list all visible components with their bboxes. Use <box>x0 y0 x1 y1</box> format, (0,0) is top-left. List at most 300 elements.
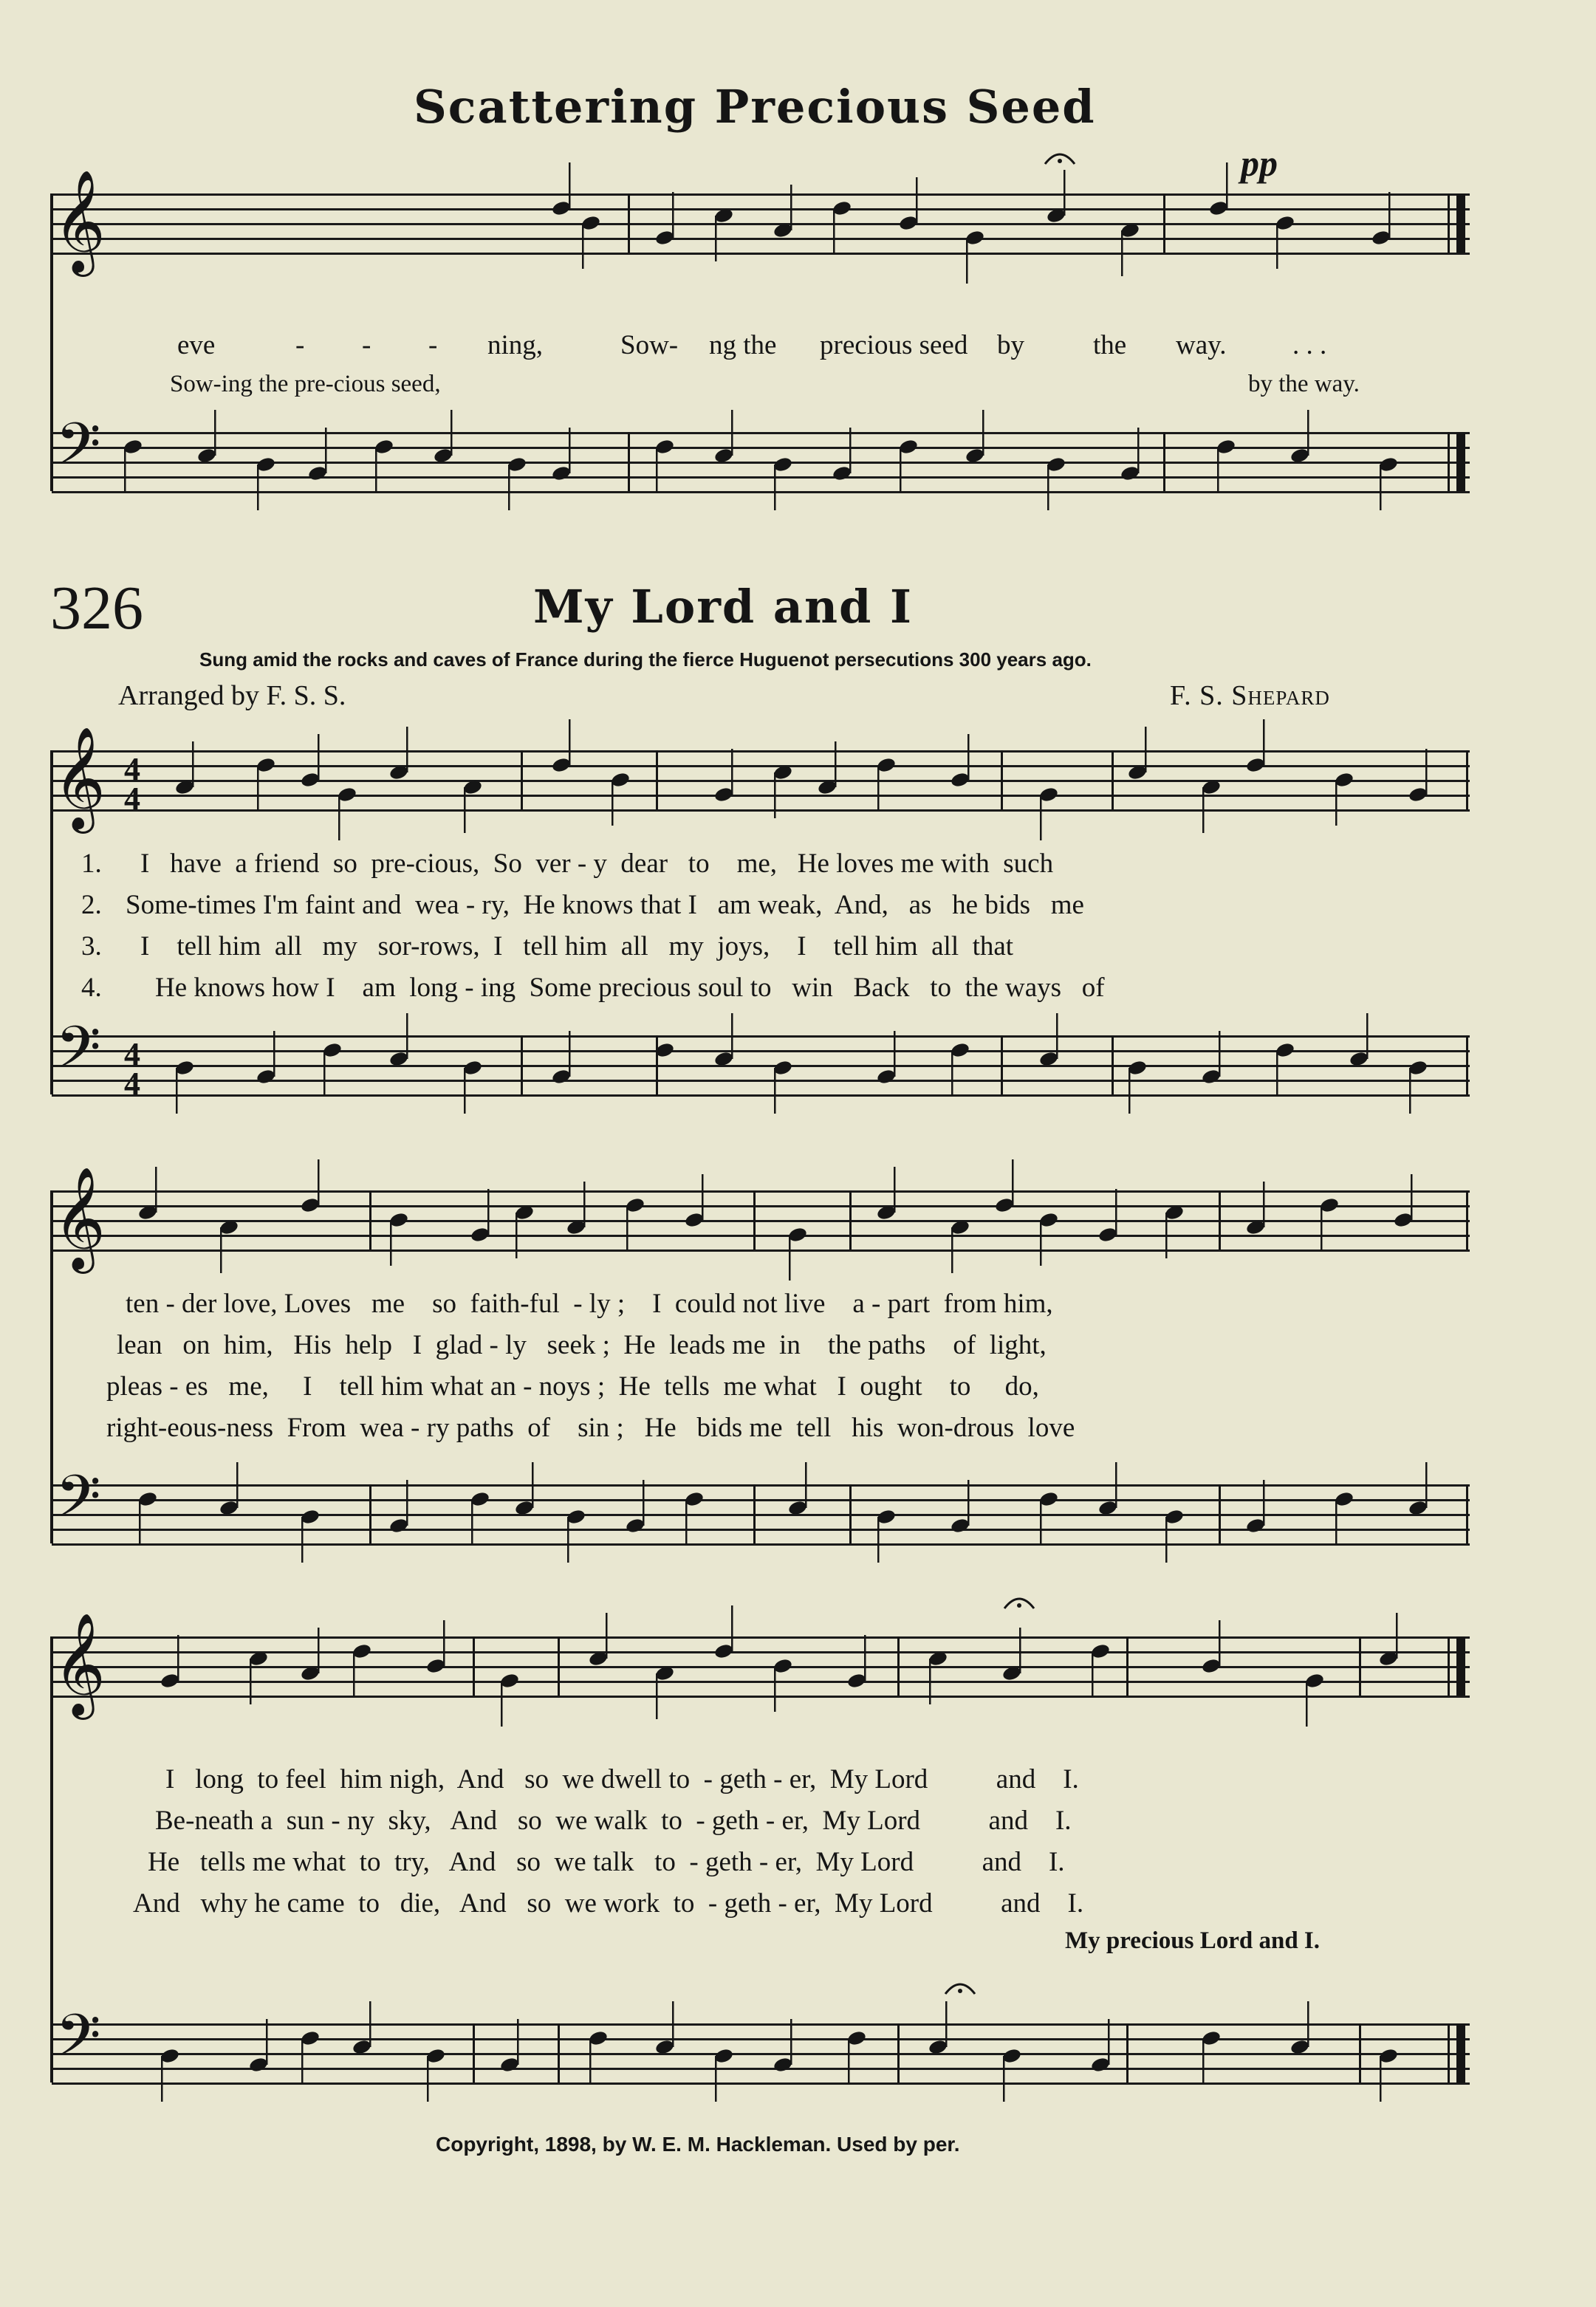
note-head <box>566 1218 586 1235</box>
note-head <box>551 465 572 481</box>
verse-text: I tell him all my sor-rows, I tell him all my joys, I tell him all that <box>140 931 1014 961</box>
lyric-word: - <box>362 330 371 360</box>
note-stem <box>318 734 320 780</box>
note-stem <box>656 1050 658 1096</box>
note-stem <box>236 1462 239 1508</box>
note-head <box>817 778 838 795</box>
note-head <box>433 447 453 464</box>
note-head <box>846 1672 867 1689</box>
note-head <box>352 2038 372 2055</box>
note-head <box>898 214 919 231</box>
note-stem <box>1115 1189 1117 1235</box>
note-stem <box>1040 1499 1042 1545</box>
note-stem <box>731 410 733 456</box>
note-stem <box>835 741 837 787</box>
note-head <box>1245 756 1266 773</box>
note-stem <box>487 1189 490 1235</box>
verse-2-line-2: lean on him, His help I glad - ly seek ; He leads me in the paths of light, <box>117 1330 1047 1360</box>
note-stem <box>464 787 466 833</box>
barline <box>50 193 53 491</box>
note-stem <box>1219 1031 1221 1077</box>
note-stem <box>672 2001 674 2047</box>
note-head <box>625 1517 645 1534</box>
note-stem <box>1380 465 1382 510</box>
note-head <box>1378 1650 1399 1667</box>
note-stem <box>1388 192 1391 238</box>
barline <box>656 750 658 809</box>
note-stem <box>375 447 377 493</box>
lyric-word: . . . <box>1292 330 1327 360</box>
note-stem <box>569 428 571 473</box>
barline <box>1163 193 1165 253</box>
barline <box>1448 193 1450 253</box>
note-head <box>160 1672 180 1689</box>
note-stem <box>567 1517 569 1563</box>
note-head <box>300 1196 321 1213</box>
bass-clef-icon: 𝄢 <box>55 410 101 493</box>
note-head <box>196 447 217 464</box>
note-head <box>928 2038 948 2055</box>
verse-number: 4. <box>81 973 102 1003</box>
note-head <box>1408 786 1428 803</box>
note-head <box>388 1050 409 1067</box>
note-stem <box>589 2038 592 2084</box>
note-head <box>256 1068 276 1085</box>
barline <box>1112 750 1114 809</box>
verse-4-line-3: And why he came to die, And so we work to - geth - er, My Lord and I. <box>133 1888 1084 1919</box>
note-stem <box>516 1213 518 1258</box>
note-stem <box>1263 1480 1265 1526</box>
note-head <box>388 1517 409 1534</box>
treble-clef-icon: 𝄞 <box>53 1613 106 1715</box>
note-head <box>551 756 572 773</box>
note-stem <box>1165 1213 1168 1258</box>
note-head <box>773 2056 793 2073</box>
note-stem <box>582 223 584 269</box>
note-head <box>1038 1050 1059 1067</box>
note-stem <box>731 749 733 795</box>
note-stem <box>1056 1013 1058 1059</box>
note-stem <box>789 1235 791 1281</box>
barline <box>1456 432 1465 491</box>
fermata-dot <box>1017 1603 1021 1608</box>
note-head <box>1290 447 1310 464</box>
barline <box>628 432 630 491</box>
barline <box>1001 1035 1003 1094</box>
note-stem <box>220 1227 222 1273</box>
note-stem <box>1202 2038 1205 2084</box>
note-stem <box>1307 2001 1309 2047</box>
barline <box>1359 1636 1361 1696</box>
barline <box>558 2023 560 2083</box>
note-stem <box>1425 749 1428 795</box>
note-stem <box>643 1480 645 1526</box>
note-head <box>137 1204 158 1221</box>
treble-clef-icon: 𝄞 <box>53 727 106 829</box>
dynamic-marking: pp <box>1241 143 1278 184</box>
note-stem <box>1115 1462 1117 1508</box>
note-stem <box>982 410 984 456</box>
lyric-word: - <box>428 330 438 360</box>
note-head <box>1120 465 1140 481</box>
note-stem <box>606 1613 608 1659</box>
verse-4-line-2: right-eous-ness From wea - ry paths of sin ; He bids me tell his won-drous love <box>106 1413 1075 1443</box>
time-signature: 4 <box>124 781 140 817</box>
lyric-word: ng the <box>709 330 777 360</box>
note-stem <box>774 1068 776 1114</box>
note-stem <box>508 465 510 510</box>
note-stem <box>951 1227 953 1273</box>
barline <box>1448 432 1450 491</box>
note-stem <box>894 1167 896 1213</box>
note-stem <box>390 1220 392 1266</box>
note-stem <box>250 1659 252 1704</box>
note-head <box>300 1665 321 1682</box>
note-head <box>713 786 734 803</box>
note-head <box>1001 1665 1022 1682</box>
note-stem <box>774 465 776 510</box>
barline <box>897 1636 900 1696</box>
hymn-title: My Lord and I <box>533 580 913 634</box>
note-stem <box>369 2001 371 2047</box>
note-stem <box>1165 1517 1168 1563</box>
note-head <box>654 2038 675 2055</box>
barline <box>628 193 630 253</box>
note-stem <box>951 1050 953 1096</box>
note-stem <box>318 1628 320 1673</box>
note-stem <box>1425 1462 1428 1508</box>
bass-clef-icon: 𝄢 <box>55 2001 101 2084</box>
note-stem <box>569 719 571 765</box>
barline <box>849 1190 852 1250</box>
note-stem <box>1047 465 1049 510</box>
fermata-dot <box>958 1989 962 1993</box>
barline <box>558 1636 560 1696</box>
note-stem <box>848 2038 850 2084</box>
note-stem <box>471 1499 473 1545</box>
note-stem <box>406 727 408 772</box>
bass-clef-icon: 𝄢 <box>55 1462 101 1545</box>
verse-number: 2. <box>81 890 102 920</box>
barline <box>1359 2023 1361 2083</box>
note-stem <box>612 780 614 826</box>
note-stem <box>301 2038 304 2084</box>
previous-hymn-title: Scattering Precious Seed <box>414 80 1096 134</box>
note-stem <box>945 2001 948 2047</box>
note-head <box>300 771 321 788</box>
verse-number: 1. <box>81 849 102 879</box>
barline <box>1456 2023 1465 2083</box>
barline <box>897 2023 900 2083</box>
note-stem <box>1335 780 1338 826</box>
verse-2-line-3: Be-neath a sun - ny sky, And so we walk to - geth - er, My Lord and I. <box>155 1806 1072 1836</box>
barline <box>369 1190 371 1250</box>
time-signature: 4 <box>124 751 140 787</box>
note-stem <box>177 1635 179 1681</box>
time-signature: 4 <box>124 1066 140 1102</box>
note-head <box>713 1050 734 1067</box>
verse-text: Some-times I'm faint and wea - ry, He knows that I am weak, And, as he bids me <box>126 890 1084 920</box>
note-head <box>1393 1211 1414 1228</box>
barline <box>1466 1190 1468 1250</box>
barline <box>1448 1636 1450 1696</box>
note-stem <box>1366 1013 1369 1059</box>
note-stem <box>1335 1499 1338 1545</box>
treble-clef-icon: 𝄞 <box>53 1167 106 1269</box>
note-stem <box>214 410 216 456</box>
note-stem <box>774 772 776 818</box>
previous-hymn-lyric-line-2-right: by the way. <box>1248 371 1360 397</box>
lyric-word: eve <box>177 330 216 360</box>
note-stem <box>1064 170 1066 216</box>
note-stem <box>501 1681 503 1727</box>
verse-3-line-3: He tells me what to try, And so we talk to - geth - er, My Lord and I. <box>148 1847 1065 1877</box>
lyric-word: Sow- <box>620 330 679 360</box>
note-stem <box>406 1480 408 1526</box>
verse-text: I have a friend so pre-cious, So ver - y dear to me, He loves me with such <box>140 849 1054 879</box>
note-head <box>876 1068 897 1085</box>
note-stem <box>139 1499 141 1545</box>
note-head <box>388 764 409 781</box>
note-head <box>514 1499 535 1516</box>
note-head <box>713 1642 734 1659</box>
note-head <box>1201 1068 1222 1085</box>
note-stem <box>569 1031 571 1077</box>
note-head <box>551 199 572 216</box>
note-head <box>994 1196 1015 1213</box>
note-stem <box>877 1517 880 1563</box>
note-stem <box>1040 1220 1042 1266</box>
note-stem <box>1217 447 1219 493</box>
note-stem <box>124 447 126 493</box>
barline <box>1466 1035 1468 1094</box>
note-stem <box>1012 1159 1014 1205</box>
note-stem <box>1396 1613 1398 1659</box>
barline <box>1219 1484 1221 1543</box>
lyric-word: the <box>1093 330 1127 360</box>
previous-hymn-lyric-line-2-left: Sow-ing the pre-cious seed, <box>170 371 441 397</box>
note-stem <box>1321 1205 1323 1251</box>
note-stem <box>301 1517 304 1563</box>
note-stem <box>583 1182 586 1227</box>
note-head <box>248 2056 269 2073</box>
note-head <box>1245 1517 1266 1534</box>
note-stem <box>176 1068 178 1114</box>
note-stem <box>849 428 852 473</box>
note-stem <box>1121 230 1123 276</box>
note-stem <box>325 428 327 473</box>
note-stem <box>443 1620 445 1666</box>
note-stem <box>1263 1182 1265 1227</box>
note-stem <box>672 192 674 238</box>
note-head <box>1290 2038 1310 2055</box>
note-stem <box>257 465 259 510</box>
note-head <box>1046 207 1066 224</box>
note-stem <box>626 1205 629 1251</box>
note-head <box>1245 1218 1266 1235</box>
note-stem <box>1145 727 1147 772</box>
barline <box>753 1190 756 1250</box>
note-head <box>499 2056 520 2073</box>
note-head <box>950 771 970 788</box>
fermata-dot <box>1058 159 1062 163</box>
barline <box>50 1636 53 2083</box>
verse-1-line-3: I long to feel him nigh, And so we dwell to - geth - er, My Lord and I. <box>165 1764 1079 1794</box>
note-stem <box>929 1659 931 1704</box>
note-stem <box>323 1050 326 1096</box>
note-head <box>713 447 734 464</box>
note-head <box>588 1650 609 1667</box>
note-stem <box>967 1480 970 1526</box>
note-stem <box>1128 1068 1131 1114</box>
barline <box>1219 1190 1221 1250</box>
note-head <box>832 465 852 481</box>
note-head <box>425 1657 446 1674</box>
barline <box>1001 750 1003 809</box>
note-stem <box>1040 795 1042 840</box>
note-head <box>950 1517 970 1534</box>
note-head <box>684 1211 705 1228</box>
note-stem <box>1108 2019 1110 2065</box>
note-stem <box>517 2019 519 2065</box>
note-stem <box>731 1013 733 1059</box>
note-stem <box>900 447 902 493</box>
barline <box>753 1484 756 1543</box>
note-stem <box>715 216 717 261</box>
note-stem <box>1409 1068 1411 1114</box>
note-stem <box>161 2056 163 2102</box>
note-head <box>1097 1499 1118 1516</box>
note-stem <box>1219 1620 1221 1666</box>
note-stem <box>656 1673 658 1719</box>
note-head <box>787 1499 808 1516</box>
note-stem <box>318 1159 320 1205</box>
treble-clef-icon: 𝄞 <box>53 170 106 272</box>
note-stem <box>1307 410 1309 456</box>
note-stem <box>790 185 792 230</box>
note-stem <box>406 1013 408 1059</box>
note-head <box>551 1068 572 1085</box>
note-stem <box>916 177 918 223</box>
note-stem <box>1003 2056 1005 2102</box>
note-stem <box>1137 428 1140 473</box>
barline <box>50 750 53 1094</box>
time-signature: 4 <box>124 1036 140 1072</box>
note-stem <box>427 2056 429 2102</box>
note-stem <box>353 1651 355 1697</box>
note-stem <box>266 2019 268 2065</box>
note-stem <box>451 410 453 456</box>
lyric-word: precious seed <box>820 330 968 360</box>
barline <box>1448 2023 1450 2083</box>
note-stem <box>731 1605 733 1651</box>
note-head <box>773 222 793 239</box>
verse-text: He knows how I am long - ing Some precious soul to win Back to the ways of <box>155 973 1105 1003</box>
note-head <box>1097 1226 1118 1243</box>
barline <box>1456 1636 1465 1696</box>
barline <box>849 1484 852 1543</box>
note-stem <box>1202 787 1205 833</box>
note-stem <box>1306 1681 1308 1727</box>
note-head <box>965 447 985 464</box>
note-stem <box>273 1031 275 1077</box>
note-stem <box>257 765 259 811</box>
note-stem <box>715 2056 717 2102</box>
note-stem <box>685 1499 688 1545</box>
barline <box>521 1035 523 1094</box>
note-stem <box>702 1174 704 1220</box>
barline <box>1466 750 1468 809</box>
note-stem <box>1226 162 1228 208</box>
note-head <box>470 1226 490 1243</box>
bass-clef-icon: 𝄢 <box>55 1013 101 1096</box>
note-stem <box>532 1462 534 1508</box>
note-head <box>1090 2056 1111 2073</box>
composer-credit: F. S. Shepard <box>1170 680 1330 711</box>
note-stem <box>864 1635 866 1681</box>
barline <box>50 1190 53 1543</box>
note-stem <box>790 2019 792 2065</box>
note-stem <box>894 1031 896 1077</box>
note-head <box>1201 1657 1222 1674</box>
lyric-word: way. <box>1176 330 1227 360</box>
note-stem <box>774 1666 776 1712</box>
verse-1-line-2: ten - der love, Loves me so faith-ful - ly ; I could not live a - part from him, <box>126 1289 1053 1319</box>
note-stem <box>1263 719 1265 765</box>
note-stem <box>1092 1651 1094 1697</box>
note-stem <box>877 765 880 811</box>
lyric-word: - <box>295 330 305 360</box>
note-stem <box>1380 2056 1382 2102</box>
note-stem <box>1276 223 1278 269</box>
arranger-credit: Arranged by F. S. S. <box>118 680 346 711</box>
note-stem <box>569 162 571 208</box>
verse-3-line-2: pleas - es me, I tell him what an - noys ; He tells me what I ought to do, <box>106 1371 1039 1402</box>
barline <box>1126 2023 1128 2083</box>
barline <box>1163 432 1165 491</box>
lyric-word: by <box>997 330 1024 360</box>
note-stem <box>464 1068 466 1114</box>
note-stem <box>1276 1050 1278 1096</box>
note-head <box>1408 1499 1428 1516</box>
verse-number: 3. <box>81 931 102 961</box>
lyric-word: ning, <box>487 330 544 360</box>
note-stem <box>656 447 658 493</box>
note-stem <box>833 208 835 254</box>
note-stem <box>338 795 340 840</box>
note-head <box>1127 764 1148 781</box>
note-head <box>174 778 195 795</box>
hymn-note: Sung amid the rocks and caves of France during the fierce Huguenot persecutions 300 years ago. <box>199 648 1092 671</box>
barline <box>1112 1035 1114 1094</box>
alto-tenor-refrain-text: My precious Lord and I. <box>1065 1927 1321 1954</box>
barline <box>473 1636 475 1696</box>
note-stem <box>155 1167 157 1213</box>
note-stem <box>805 1462 807 1508</box>
note-head <box>219 1499 239 1516</box>
hymn-number: 326 <box>50 574 143 642</box>
note-stem <box>1411 1174 1413 1220</box>
barline <box>1456 193 1465 253</box>
note-head <box>1371 229 1391 246</box>
barline <box>473 2023 475 2083</box>
note-stem <box>966 238 968 284</box>
copyright-notice: Copyright, 1898, by W. E. M. Hackleman. Used by per. <box>436 2133 960 2156</box>
note-head <box>654 229 675 246</box>
note-head <box>876 1204 897 1221</box>
barline <box>1466 1484 1468 1543</box>
note-head <box>1208 199 1229 216</box>
